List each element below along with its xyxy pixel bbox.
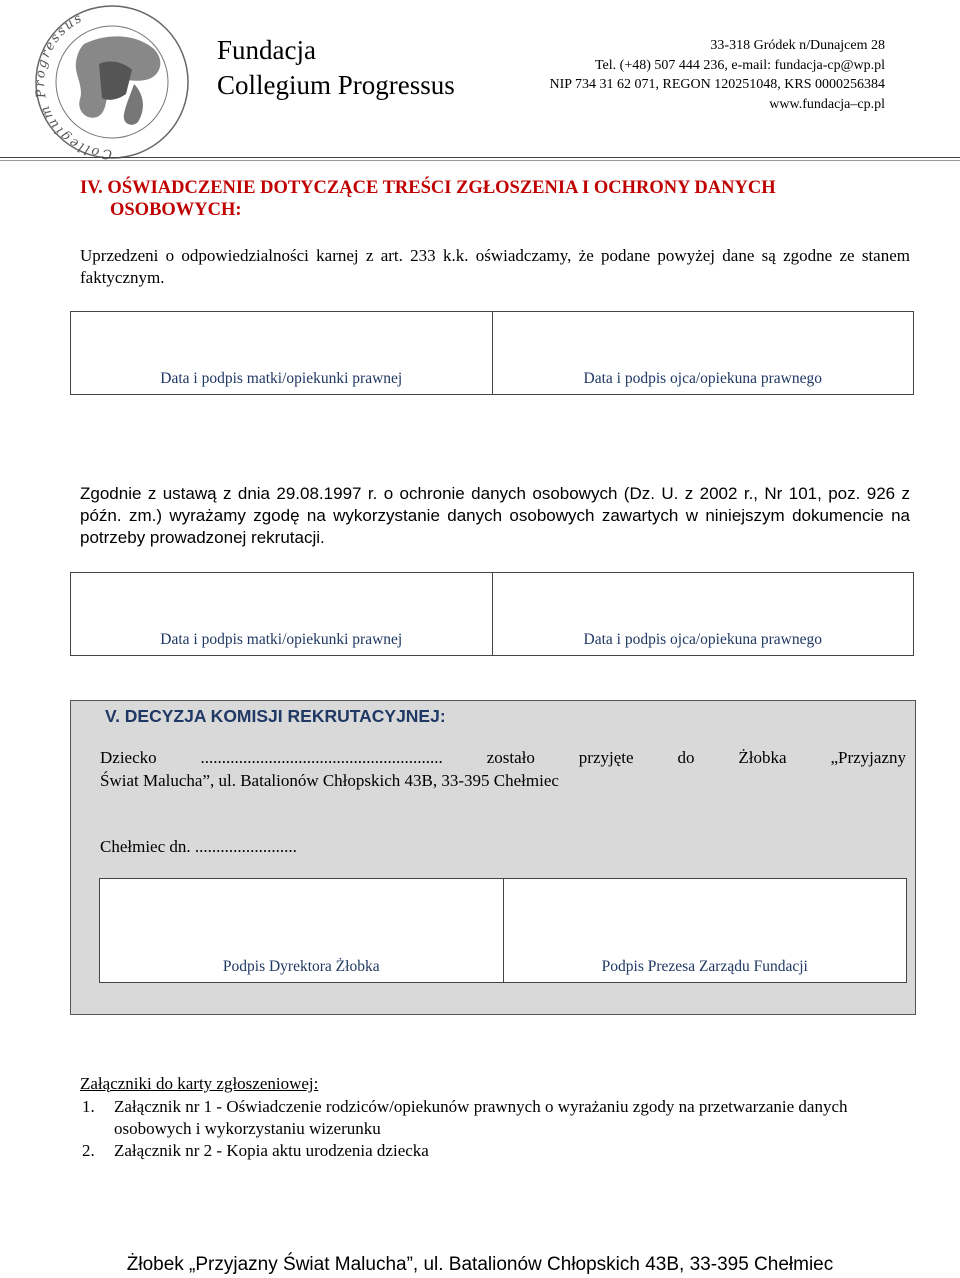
president-signature-label: Podpis Prezesa Zarządu Fundacji [601,958,808,975]
page-footer: Żłobek „Przyjazny Świat Malucha”, ul. Batalionów Chłopskich 43B, 33-395 Chełmiec [126,1254,834,1275]
father-signature-label-2: Data i podpis ojca/opiekuna prawnego [583,631,822,648]
director-signature-label: Podpis Dyrektora Żłobka [222,958,380,975]
contact-block [550,36,886,114]
logo-ring-text: Collegium Progressus [33,10,113,160]
org-phone-email: Tel. (+48) 507 444 236, e-mail: fundacja-cp@wp.pl [594,57,885,73]
mother-signature-label-1: Data i podpis matki/opiekunki prawnej [160,370,403,387]
president-signature-cell[interactable] [503,879,907,982]
mother-signature-cell-1[interactable] [71,312,492,394]
decision-line1: Dziecko ......................................................... zostało przyjęte do Żłobka „Przyjazny [100,748,906,767]
liability-statement: Uprzedzeni o odpowiedzialności karnej z art. 233 k.k. oświadczamy, że podane powyżej dane są zgodne ze stanem faktycznym. [80,246,910,287]
father-signature-cell-2[interactable] [492,573,914,655]
mother-signature-label-2: Data i podpis matki/opiekunki prawnej [160,631,403,648]
data-consent-statement: Zgodnie z ustawą z dnia 29.08.1997 r. o ochronie danych osobowych (Dz. U. z 2002 r., Nr 101, poz. 926 z późn. zm.) wyrażamy zgodę na wykorzystanie danych osobowych zawartych w niniejszym dokumencie na potrzeby prowadzonej rekrutacji. [80,484,910,547]
org-address: 33-318 Gródek n/Dunajcem 28 [710,38,885,53]
section4-heading-line1: IV. OŚWIADCZENIE DOTYCZĄCE TREŚCI ZGŁOSZENIA I OCHRONY DANYCH [80,178,776,198]
mother-signature-cell-2[interactable] [71,573,492,655]
attachments-list [82,1096,912,1162]
attachments-title: Załączniki do karty zgłoszeniowej: [80,1074,319,1093]
section4-heading-line2: OSOBOWYCH: [110,200,242,220]
foundation-logo [14,4,210,160]
section4-heading [80,177,776,221]
director-signature-cell[interactable] [100,879,503,982]
father-signature-label-1: Data i podpis ojca/opiekuna prawnego [583,370,822,387]
attachment-text-1: Załącznik nr 1 - Oświadczenie rodziców/opiekunów prawnych o wyrażaniu zgody na przetwarzanie danych osobowych i wykorzystaniu wizerunku [114,1097,848,1138]
attachment-item-2 [82,1140,912,1162]
parent-signature-table-1 [70,311,914,395]
father-signature-cell-1[interactable] [492,312,914,394]
decision-line2: Świat Malucha”, ul. Batalionów Chłopskich 43B, 33-395 Chełmiec [100,771,559,790]
org-name-line1: Fundacja [217,35,316,65]
attachment-number-2: 2. [82,1141,95,1160]
attachment-number-1: 1. [82,1097,95,1116]
attachment-item-1 [82,1096,912,1140]
org-website: www.fundacja–cp.pl [769,96,885,112]
org-registry-numbers: NIP 734 31 62 071, REGON 120251048, KRS 0000256384 [549,77,885,92]
decision-place-date: Chełmiec dn. ........................ [100,837,297,856]
parent-signature-table-2 [70,572,914,656]
header-divider [0,157,960,158]
header-divider-secondary [0,160,960,161]
section5-heading: V. DECYZJA KOMISJI REKRUTACYJNEJ: [105,706,446,726]
attachment-text-2: Załącznik nr 2 - Kopia aktu urodzenia dziecka [114,1141,429,1160]
org-name-line2: Collegium Progressus [217,70,455,100]
commission-signature-table [99,878,907,983]
